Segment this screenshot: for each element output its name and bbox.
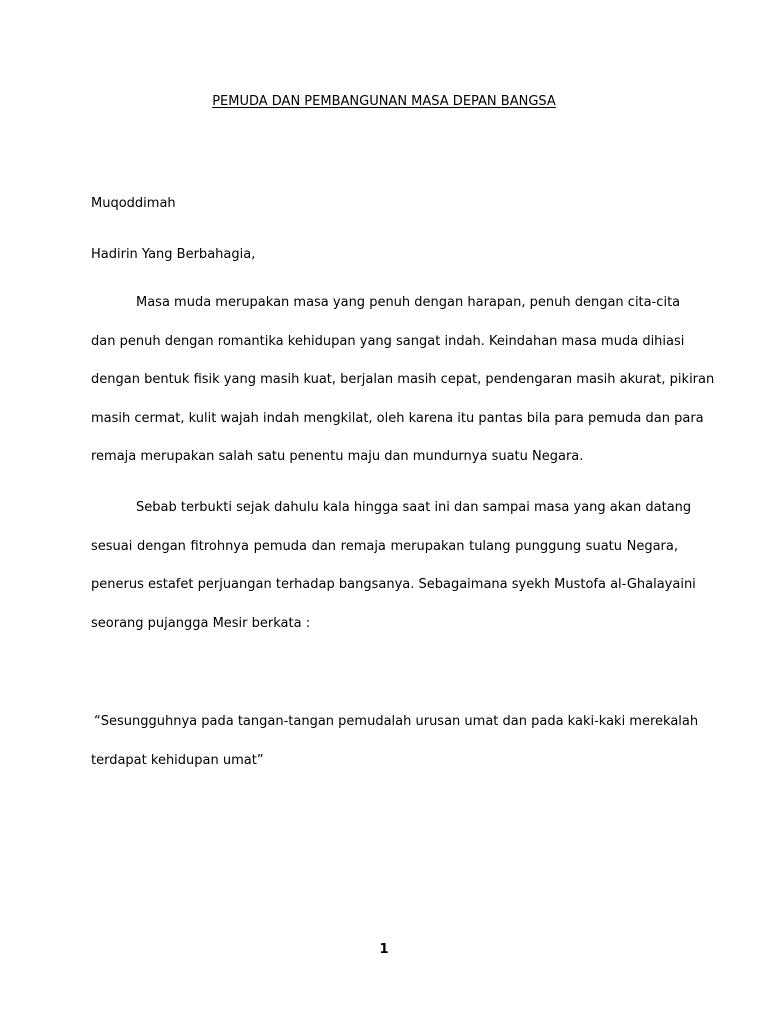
quote-line: “Sesungguhnya pada tangan-tangan pemudalah urusan umat dan pada kaki-kaki merekalah [94,714,699,729]
document-title: PEMUDA DAN PEMBANGUNAN MASA DEPAN BANGSA [212,94,556,109]
greeting-text: Hadirin Yang Berbahagia, [91,247,256,262]
paragraph-2 [91,489,696,643]
paragraph-line: dan penuh dengan romantika kehidupan yang sangat indah. Keindahan masa muda dihiasi [91,333,685,349]
paragraph-1 [91,284,715,477]
paragraph-line: dengan bentuk fisik yang masih kuat, berjalan masih cepat, pendengaran masih akurat, pikiran [91,372,715,387]
quote-block [91,703,699,780]
paragraph-line: remaja merupakan salah satu penentu maju dan mundurnya suatu Negara. [91,449,584,464]
section-heading: Muqoddimah [91,196,176,211]
paragraph-line: masih cermat, kulit wajah indah mengkilat, oleh karena itu pantas bila para pemuda dan para [91,410,704,426]
paragraph-line: Sebab terbukti sejak dahulu kala hingga saat ini dan sampai masa yang akan datang [136,500,692,515]
paragraph-line: sesuai dengan fitrohnya pemuda dan remaja merupakan tulang punggung suatu Negara, [91,538,678,554]
page-number: 1 [379,942,389,957]
paragraph-line: penerus estafet perjuangan terhadap bangsanya. Sebagaimana syekh Mustofa al-Ghalayaini [91,577,696,592]
paragraph-line: Masa muda merupakan masa yang penuh dengan harapan, penuh dengan cita-cita [136,295,681,310]
quote-line: terdapat kehidupan umat” [91,752,264,768]
paragraph-line: seorang pujangga Mesir berkata : [91,615,311,631]
